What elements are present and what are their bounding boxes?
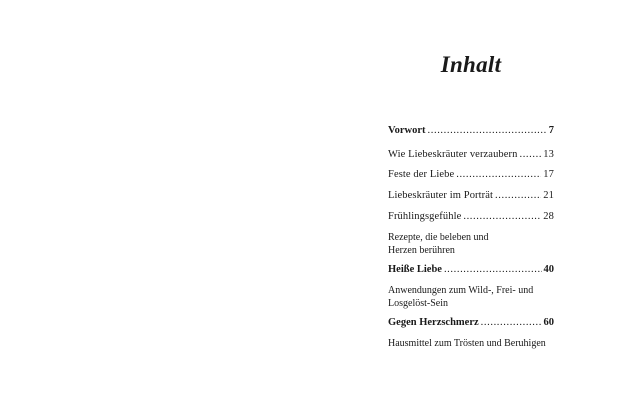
dot-leader [463,210,541,223]
toc-entry-heisse-liebe [388,263,554,276]
dot-leader [481,316,542,329]
toc-entry-label: Feste der Liebe [388,169,455,180]
toc-subentry-line: Hausmittel zum Trösten und Beruhigen [388,338,546,349]
toc-entry-label: Liebeskräuter im Porträt [388,190,494,201]
toc-subentry-line: Losgelöst-Sein [388,298,448,309]
toc-entry-page: 17 [543,169,554,180]
toc-entry-page: 28 [543,211,554,222]
toc-entry-page: 21 [543,190,554,201]
dot-leader [495,189,541,202]
toc-entry-portraet [388,189,554,202]
toc-entry-fruehlingsgefuehle [388,210,554,223]
toc-subentry-hausmittel [388,337,554,350]
toc-subentry-line: Rezepte, die beleben und [388,232,489,243]
dot-leader [519,148,541,161]
toc-entry-label: Frühlingsgefühle [388,211,462,222]
toc-subentry-line: Anwendungen zum Wild-, Frei- und [388,285,534,296]
toc-entry-page: 60 [543,317,554,328]
toc-subentry-rezepte [388,231,554,257]
toc-entry-vorwort [388,124,554,137]
dot-leader [428,124,547,137]
toc-entry-page: 13 [543,149,554,160]
toc-entry-label: Vorwort [388,125,426,136]
toc-title: Inhalt [440,52,502,77]
dot-leader [456,168,541,181]
dot-leader [444,263,542,276]
toc-subentry-line: Herzen berühren [388,245,455,256]
toc-entry-label: Gegen Herzschmerz [388,317,479,328]
toc-entry-page: 7 [548,125,554,136]
toc-entry-herzschmerz [388,316,554,329]
toc-entry-feste [388,168,554,181]
toc-subentry-anwendungen [388,284,554,310]
toc-entry-page: 40 [543,264,554,275]
toc-entry-label: Heiße Liebe [388,264,442,275]
toc-entry-label: Wie Liebeskräuter verzaubern [388,149,518,160]
toc-entry-verzaubern [388,148,554,161]
